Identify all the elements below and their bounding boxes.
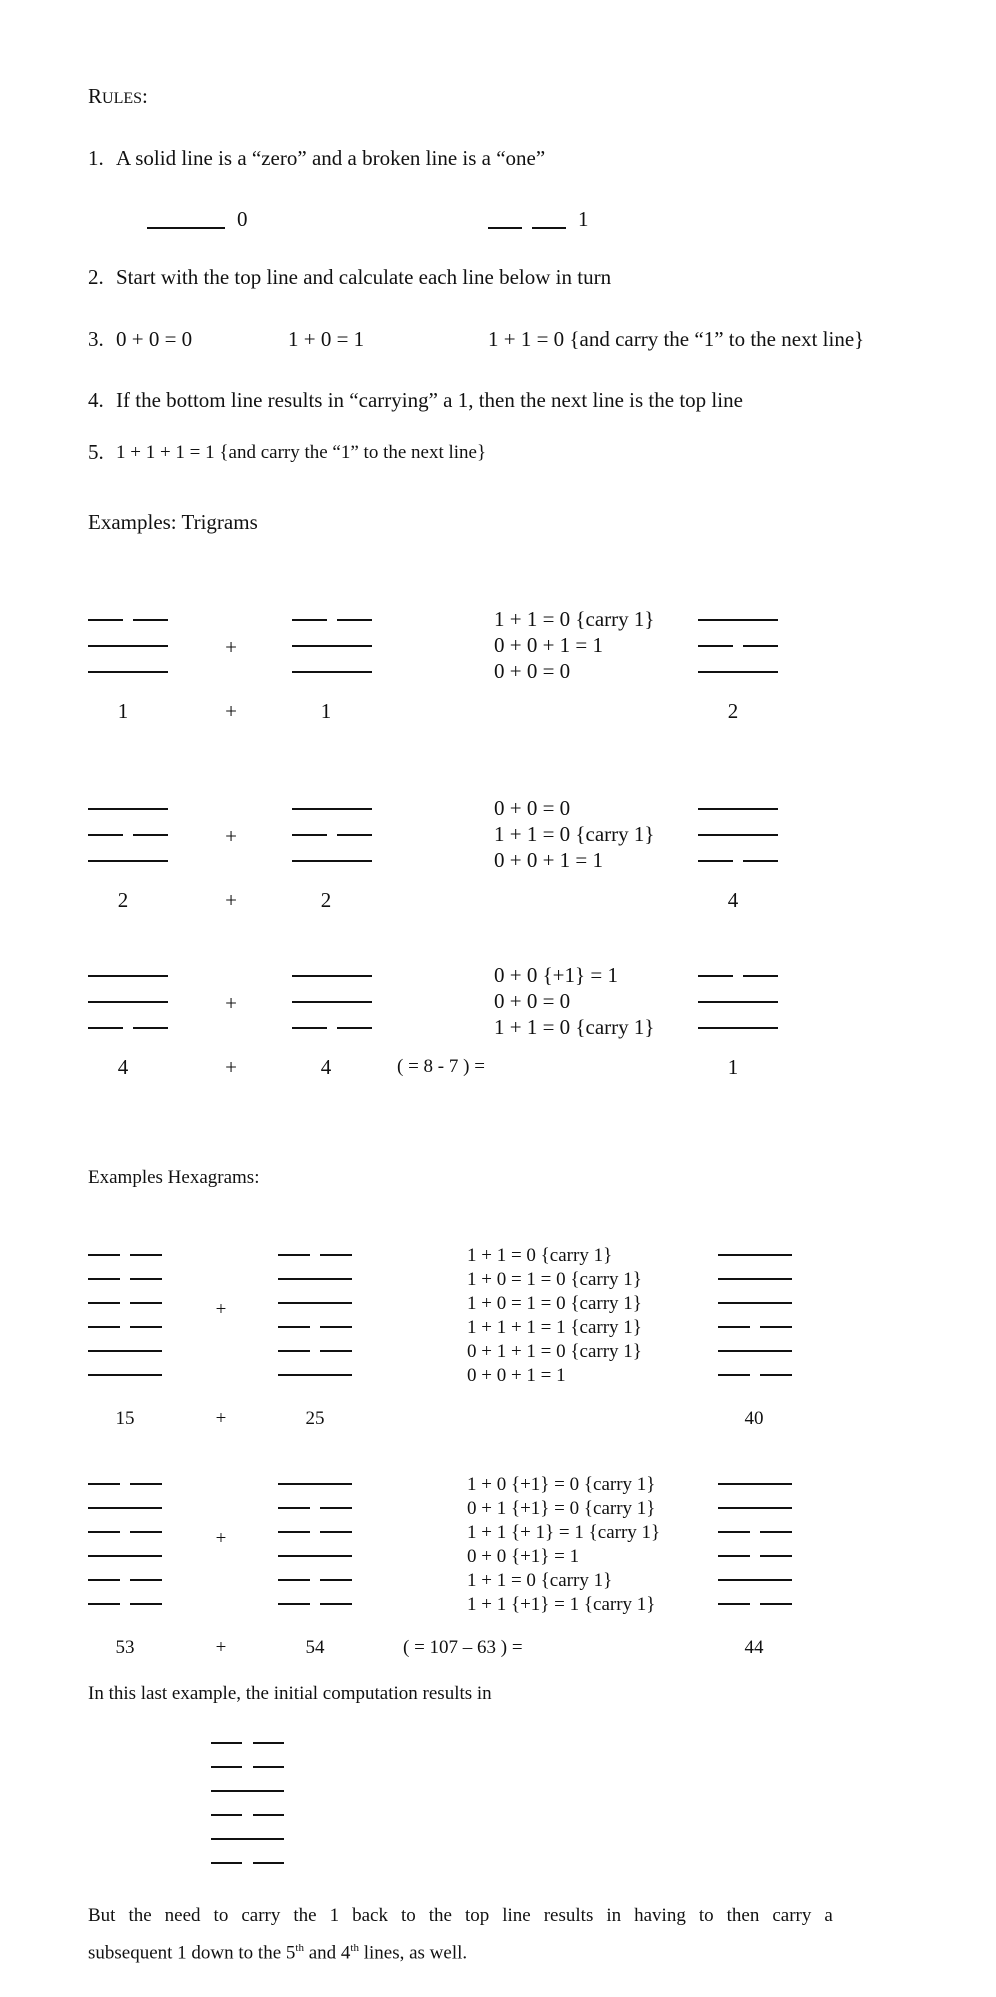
trigrams-heading: Examples: Trigrams <box>88 510 258 534</box>
calc-line: 0 + 0 = 0 <box>494 989 571 1013</box>
calc-line: 0 + 0 = 0 <box>494 796 571 820</box>
hexagram-result <box>718 1483 792 1605</box>
broken-line <box>278 1350 352 1352</box>
paragraph-word: a <box>824 1905 833 1926</box>
solid-line <box>698 834 778 836</box>
hexagram-b <box>278 1254 352 1376</box>
solid-line <box>718 1579 792 1581</box>
solid-line <box>698 1001 778 1003</box>
plus-sign: + <box>225 991 237 1015</box>
broken-line <box>278 1326 352 1328</box>
solid-line <box>718 1483 792 1485</box>
broken-line <box>292 1027 372 1029</box>
solid-line <box>292 860 372 862</box>
broken-line <box>718 1374 792 1376</box>
calc-line: 0 + 1 + 1 = 0 {carry 1} <box>467 1341 642 1362</box>
solid-line <box>88 1555 162 1557</box>
trigram-b-label: 4 <box>320 1055 332 1079</box>
paragraph-word: results <box>543 1905 594 1926</box>
calc-line: 1 + 0 {+1} = 0 {carry 1} <box>467 1474 656 1495</box>
calc-line: 1 + 0 = 1 = 0 {carry 1} <box>467 1269 642 1290</box>
broken-line <box>718 1531 792 1533</box>
trigram-result-label: 4 <box>727 888 739 912</box>
plus-sign: + <box>225 1055 237 1079</box>
paragraph-word: the <box>293 1905 317 1926</box>
hexagram-result <box>718 1254 792 1376</box>
rule-number: 1. <box>88 146 104 170</box>
solid-line <box>698 619 778 621</box>
solid-line <box>292 975 372 977</box>
calc-line: 1 + 1 {+1} = 1 {carry 1} <box>467 1594 656 1615</box>
calc-line: 0 + 1 {+1} = 0 {carry 1} <box>467 1498 656 1519</box>
solid-line <box>278 1374 352 1376</box>
solid-line <box>211 1838 284 1840</box>
solid-line <box>718 1278 792 1280</box>
calc-line: 1 + 0 = 1 = 0 {carry 1} <box>467 1293 642 1314</box>
plus-sign: + <box>215 1637 227 1658</box>
broken-line <box>278 1603 352 1605</box>
trigram-a-label: 2 <box>117 888 129 912</box>
broken-line <box>88 834 168 836</box>
broken-line <box>698 860 778 862</box>
broken-line <box>88 1483 162 1485</box>
trigram-a-label: 1 <box>117 699 129 723</box>
solid-line <box>88 1374 162 1376</box>
broken-line <box>698 645 778 647</box>
trigram-a <box>88 975 168 1029</box>
paragraph-word: top <box>464 1905 490 1926</box>
trigram-result <box>698 619 778 673</box>
hexagram-a-label: 53 <box>115 1637 135 1658</box>
broken-line <box>88 619 168 621</box>
solid-line <box>88 1507 162 1509</box>
paragraph-word: carry <box>241 1905 281 1926</box>
rule-number: 5. <box>88 440 104 464</box>
solid-line <box>698 671 778 673</box>
trigram-b-label: 1 <box>320 699 332 723</box>
solid-line <box>88 1350 162 1352</box>
paragraph-word: then <box>726 1905 760 1926</box>
hexagram-b-label: 25 <box>305 1408 325 1429</box>
hexagram-a-label: 15 <box>115 1408 135 1429</box>
broken-line <box>718 1603 792 1605</box>
trigram-result-label: 1 <box>727 1055 739 1079</box>
trigram-a <box>88 619 168 673</box>
calc-line: 1 + 1 = 0 {carry 1} <box>494 607 655 631</box>
broken-line <box>88 1302 162 1304</box>
broken-line <box>211 1766 284 1768</box>
calc-line: 0 + 0 {+1} = 1 <box>494 963 618 987</box>
broken-line <box>211 1814 284 1816</box>
broken-line <box>278 1507 352 1509</box>
hexagram-a <box>88 1483 162 1605</box>
rule-text: 1 + 1 + 1 = 1 {and carry the “1” to the next line} <box>116 442 487 463</box>
solid-line <box>292 1001 372 1003</box>
plus-sign: + <box>225 888 237 912</box>
broken-line <box>278 1531 352 1533</box>
closing-hexagram-lines <box>211 1742 284 1864</box>
trigram-result <box>698 975 778 1029</box>
solid-line <box>88 975 168 977</box>
solid-line <box>211 1790 284 1792</box>
one-label: 1 <box>578 207 589 231</box>
solid-line <box>278 1555 352 1557</box>
paragraph-word: back <box>352 1905 388 1926</box>
hexagrams-heading: Examples Hexagrams: <box>88 1167 260 1188</box>
paragraph-word: to <box>400 1905 416 1926</box>
broken-line <box>278 1579 352 1581</box>
rule-3-zero-plus-zero: 0 + 0 = 0 <box>116 327 193 351</box>
broken-line <box>718 1326 792 1328</box>
closing-paragraph-line-1 <box>88 1906 833 1925</box>
plus-sign: + <box>225 635 237 659</box>
broken-line <box>211 1862 284 1864</box>
calc-line: 0 + 0 + 1 = 1 <box>467 1365 566 1386</box>
trigram-b <box>292 619 372 673</box>
broken-line <box>88 1326 162 1328</box>
rule-text: Start with the top line and calculate each line below in turn <box>116 265 612 289</box>
broken-line <box>88 1027 168 1029</box>
difference-note: ( = 8 - 7 ) = <box>397 1056 485 1077</box>
calc-line: 0 + 0 {+1} = 1 <box>467 1546 580 1567</box>
paragraph-word: the <box>128 1905 152 1926</box>
broken-line <box>292 619 372 621</box>
plus-sign: + <box>225 699 237 723</box>
trigram-b <box>292 808 372 862</box>
paragraph-word: But <box>88 1905 116 1926</box>
hexagram-a <box>88 1254 162 1376</box>
closing-intro: In this last example, the initial computation results in <box>88 1683 492 1704</box>
paragraph-word: line <box>502 1905 531 1926</box>
trigram-a <box>88 808 168 862</box>
solid-line <box>278 1483 352 1485</box>
rule-number: 2. <box>88 265 104 289</box>
calc-line: 1 + 1 = 0 {carry 1} <box>494 1015 655 1039</box>
calc-line: 0 + 0 + 1 = 1 <box>494 848 604 872</box>
plus-sign: + <box>225 824 237 848</box>
paragraph-word: need <box>164 1905 201 1926</box>
broken-line <box>88 1254 162 1256</box>
solid-line <box>292 808 372 810</box>
paragraph-word: to <box>213 1905 229 1926</box>
solid-line <box>278 1302 352 1304</box>
solid-line <box>88 808 168 810</box>
rule-3-one-plus-one: 1 + 1 = 0 {and carry the “1” to the next line} <box>488 327 865 351</box>
broken-line <box>88 1579 162 1581</box>
rules-heading: RULES: <box>88 84 148 108</box>
hexagram-result-label: 44 <box>744 1637 764 1658</box>
difference-note: ( = 107 – 63 ) = <box>403 1637 523 1658</box>
solid-line <box>292 645 372 647</box>
broken-line <box>278 1254 352 1256</box>
rule-3-one-plus-zero: 1 + 0 = 1 <box>288 327 365 351</box>
rule-number: 4. <box>88 388 104 412</box>
solid-line <box>278 1278 352 1280</box>
calc-line: 1 + 1 {+ 1} = 1 {carry 1} <box>467 1522 661 1543</box>
calc-line: 0 + 0 = 0 <box>494 659 571 683</box>
solid-line-example <box>147 227 225 229</box>
solid-line <box>718 1254 792 1256</box>
calc-line: 0 + 0 + 1 = 1 <box>494 633 604 657</box>
solid-line <box>698 808 778 810</box>
broken-line <box>211 1742 284 1744</box>
solid-line <box>88 860 168 862</box>
broken-line <box>292 834 372 836</box>
rule-text: If the bottom line results in “carrying” a 1, then the next line is the top line <box>116 388 743 412</box>
paragraph-word: carry <box>772 1905 812 1926</box>
paragraph-word: the <box>428 1905 452 1926</box>
paragraph-word: in <box>606 1905 622 1926</box>
calc-line: 1 + 1 = 0 {carry 1} <box>467 1245 613 1266</box>
broken-line <box>718 1555 792 1557</box>
solid-line <box>698 1027 778 1029</box>
trigram-b-label: 2 <box>320 888 332 912</box>
broken-line <box>698 975 778 977</box>
hexagram-b-label: 54 <box>305 1637 325 1658</box>
trigram-result-label: 2 <box>727 699 739 723</box>
solid-line <box>88 645 168 647</box>
paragraph-word: to <box>698 1905 714 1926</box>
broken-line-example <box>488 227 566 229</box>
rule-text: A solid line is a “zero” and a broken line is a “one” <box>116 146 546 170</box>
paragraph-word: having <box>634 1905 686 1926</box>
solid-line <box>718 1302 792 1304</box>
plus-sign: + <box>215 1408 227 1429</box>
solid-line <box>718 1507 792 1509</box>
solid-line <box>718 1350 792 1352</box>
calc-line: 1 + 1 = 0 {carry 1} <box>467 1570 613 1591</box>
hexagram-result-label: 40 <box>744 1408 764 1429</box>
trigram-a-label: 4 <box>117 1055 129 1079</box>
broken-line <box>88 1278 162 1280</box>
rule-number: 3. <box>88 327 104 351</box>
plus-sign: + <box>215 1528 227 1549</box>
calc-line: 1 + 1 + 1 = 1 {carry 1} <box>467 1317 642 1338</box>
zero-label: 0 <box>237 207 248 231</box>
solid-line <box>292 671 372 673</box>
paragraph-word: 1 <box>329 1905 340 1926</box>
broken-line <box>88 1603 162 1605</box>
plus-sign: + <box>215 1299 227 1320</box>
calc-line: 1 + 1 = 0 {carry 1} <box>494 822 655 846</box>
broken-line <box>88 1531 162 1533</box>
hexagram-b <box>278 1483 352 1605</box>
solid-line <box>88 1001 168 1003</box>
trigram-b <box>292 975 372 1029</box>
trigram-result <box>698 808 778 862</box>
solid-line <box>88 671 168 673</box>
closing-paragraph-line-2: subsequent 1 down to the 5th and 4th lines, as well. <box>88 1942 468 1964</box>
